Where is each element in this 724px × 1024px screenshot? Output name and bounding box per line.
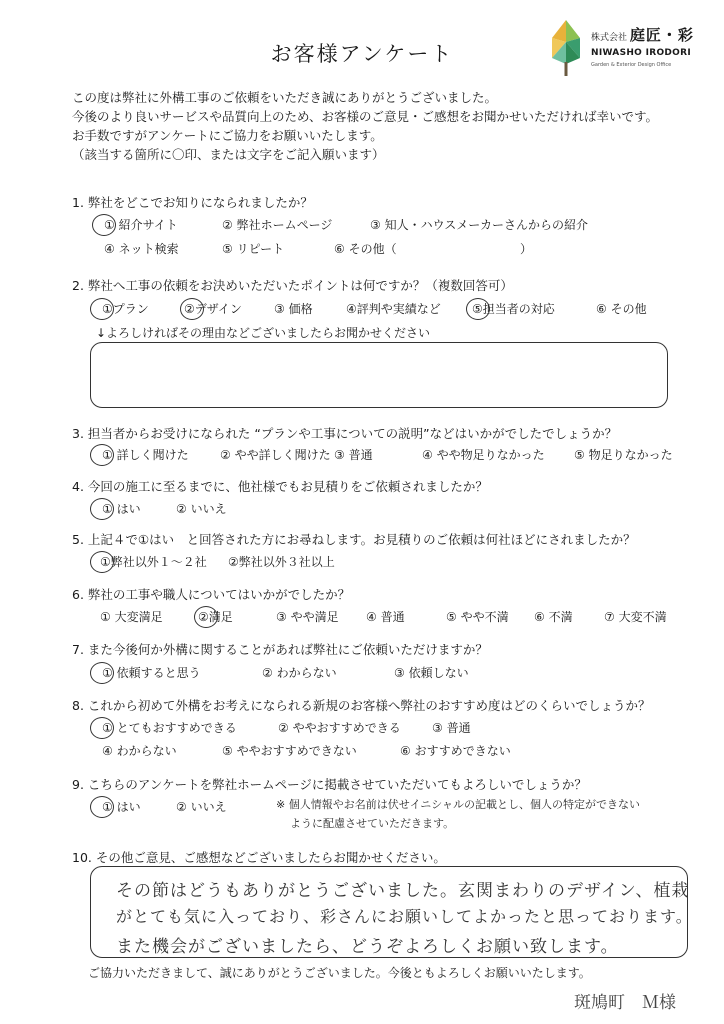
- q6-option-6[interactable]: ⑥ 不満: [534, 610, 573, 624]
- q9-option-1[interactable]: ① はい: [102, 800, 141, 814]
- q1-option-1[interactable]: ① 紹介サイト: [104, 218, 178, 232]
- q6-option-4[interactable]: ④ 普通: [366, 610, 405, 624]
- q10-handwritten-line-3: また機会がございましたら、どうぞよろしくお願い致します。: [116, 937, 619, 957]
- q1-option-4[interactable]: ④ ネット検索: [104, 242, 179, 256]
- q2-option-2[interactable]: ②デザイン: [184, 302, 242, 316]
- intro-line: （該当する箇所に〇印、または文字をご記入願います）: [72, 147, 385, 162]
- page-title: お客様アンケート: [270, 42, 454, 66]
- logo-company-text: 株式会社 庭匠・彩: [591, 26, 694, 44]
- q2-option-4[interactable]: ④評判や実績など: [346, 302, 441, 316]
- q2-reason-prompt: ↓よろしければその理由などございましたらお聞かせください: [96, 326, 431, 340]
- q4-option-1[interactable]: ① はい: [102, 502, 141, 516]
- question-10: 10. その他ご意見、ご感想などございましたらお聞かせください。: [72, 850, 446, 865]
- logo-subtitle: Garden & Exterior Design Office: [591, 62, 672, 68]
- question-1: 1. 弊社をどこでお知りになられましたか？: [72, 195, 313, 210]
- intro-line: この度は弊社に外構工事のご依頼をいただき誠にありがとうございました。: [72, 90, 498, 105]
- question-6: 6. 弊社の工事や職人についてはいかがでしたか？: [72, 587, 351, 602]
- q7-option-2[interactable]: ② わからない: [262, 666, 337, 680]
- q8-selection-circle: [90, 717, 114, 739]
- q6-option-2[interactable]: ②満足: [198, 610, 233, 624]
- question-8: 8. これから初めて外構をお考えになられる新規のお客様へ弊社のおすすめ度はどのくらいでしょうか？: [72, 698, 651, 713]
- q9-selection-circle: [90, 796, 114, 818]
- q2-option-5[interactable]: ⑤担当者の対応: [472, 302, 555, 316]
- q6-option-1[interactable]: ① 大変満足: [100, 610, 163, 624]
- question-9: 9. こちらのアンケートを弊社ホームページに掲載させていただいてもよろしいでしょうか？: [72, 777, 587, 792]
- question-7: 7. また今後何か外構に関することがあれば弊社にご依頼いただけますか？: [72, 642, 488, 657]
- q3-option-5[interactable]: ⑤ 物足りなかった: [574, 448, 673, 462]
- q9-note-line-2: ように配慮させていただきます。: [290, 817, 455, 830]
- logo-english: NIWASHO IRODORI: [591, 48, 691, 58]
- q2-option-6[interactable]: ⑥ その他: [596, 302, 647, 316]
- q5-selection-circle: [90, 551, 114, 573]
- q6-selection-circle: [194, 606, 218, 628]
- q3-selection-circle: [90, 444, 114, 466]
- q2-selection-circle-1: [90, 298, 114, 320]
- q7-option-1[interactable]: ① 依頼すると思う: [102, 666, 201, 680]
- q6-option-3[interactable]: ③ やや満足: [276, 610, 339, 624]
- q8-option-2[interactable]: ② ややおすすめできる: [278, 721, 401, 735]
- q4-option-2[interactable]: ② いいえ: [176, 502, 227, 516]
- q4-selection-circle: [90, 498, 114, 520]
- q3-option-4[interactable]: ④ やや物足りなかった: [422, 448, 545, 462]
- q10-handwritten-line-1: その節はどうもありがとうございました。玄関まわりのデザイン、植栽: [116, 881, 690, 901]
- q1-option-6[interactable]: ⑥ その他（: [334, 242, 397, 256]
- q8-option-1[interactable]: ① とてもおすすめできる: [102, 721, 237, 735]
- q8-option-3[interactable]: ③ 普通: [432, 721, 471, 735]
- q2-selection-circle-2: [180, 298, 204, 320]
- q3-option-3[interactable]: ③ 普通: [334, 448, 373, 462]
- leaf-logo-icon: [546, 18, 586, 78]
- q2-selection-circle-5: [466, 298, 490, 320]
- question-5: 5. 上記４で①はい と回答された方にお尋ねします。お見積りのご依頼は何社ほどにされましたか？: [72, 532, 636, 547]
- footer-thanks: ご協力いただきまして、誠にありがとうございました。今後ともよろしくお願いいたします。: [88, 966, 591, 980]
- q3-option-2[interactable]: ② やや詳しく聞けた: [220, 448, 331, 462]
- q5-option-1[interactable]: ①弊社以外１～２社: [100, 555, 207, 569]
- q1-option-5[interactable]: ⑤ リピート: [222, 242, 285, 256]
- customer-signature: 斑鳩町 Ｍ様: [574, 993, 676, 1013]
- q6-option-7[interactable]: ⑦ 大変不満: [604, 610, 667, 624]
- q8-option-4[interactable]: ④ わからない: [102, 744, 177, 758]
- q7-option-3[interactable]: ③ 依頼しない: [394, 666, 469, 680]
- q9-note-line-1: ※ 個人情報やお名前は伏せイニシャルの記載とし、個人の特定ができない: [276, 798, 641, 811]
- question-3: 3. 担当者からお受けになられた “プランや工事についての説明”などはいかがでしたでしょうか？: [72, 426, 618, 441]
- intro-line: 今後のより良いサービスや品質向上のため、お客様のご意見・ご感想をお聞かせいただければ幸いです。: [72, 109, 659, 124]
- q1-option-3[interactable]: ③ 知人・ハウスメーカーさんからの紹介: [370, 218, 588, 232]
- q6-option-5[interactable]: ⑤ やや不満: [446, 610, 509, 624]
- intro-line: お手数ですがアンケートにご協力をお願いいたします。: [72, 128, 383, 143]
- q1-option-6-close: ）: [520, 242, 533, 256]
- q10-handwritten-line-2: がとても気に入っており、彩さんにお願いしてよかったと思っております。: [116, 907, 693, 926]
- q1-option-2[interactable]: ② 弊社ホームページ: [222, 218, 333, 232]
- q7-selection-circle: [90, 662, 114, 684]
- q1-selection-circle: [92, 214, 116, 236]
- intro-text: [72, 88, 658, 164]
- q8-option-5[interactable]: ⑤ ややおすすめできない: [222, 744, 357, 758]
- q5-option-2[interactable]: ②弊社以外３社以上: [228, 555, 335, 569]
- question-2: 2. 弊社へ工事の依頼をお決めいただいたポイントは何ですか？（複数回答可）: [72, 278, 513, 293]
- q2-option-1[interactable]: ①プラン: [102, 302, 149, 316]
- q9-option-2[interactable]: ② いいえ: [176, 800, 227, 814]
- q2-option-3[interactable]: ③ 価格: [274, 302, 313, 316]
- question-4: 4. 今回の施工に至るまでに、他社様でもお見積りをご依頼されましたか？: [72, 479, 488, 494]
- company-logo: [546, 18, 724, 78]
- q2-reason-box[interactable]: [90, 342, 668, 408]
- q3-option-1[interactable]: ① 詳しく聞けた: [102, 448, 189, 462]
- q8-option-6[interactable]: ⑥ おすすめできない: [400, 744, 511, 758]
